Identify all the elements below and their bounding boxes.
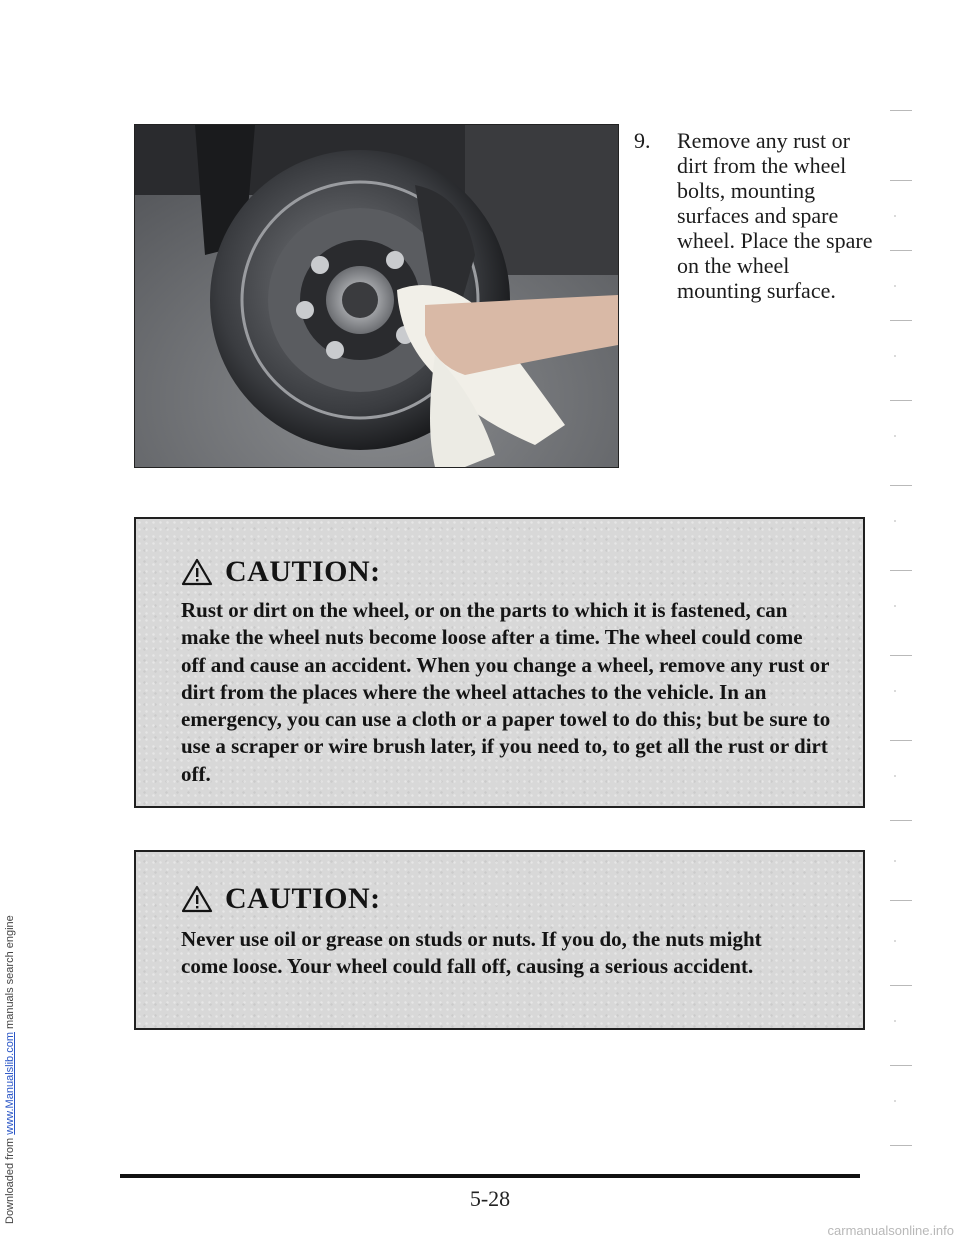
edge-mark [894,520,896,522]
warning-triangle-icon [181,558,213,586]
step-9 [634,128,874,303]
edge-mark [894,940,896,942]
warning-triangle-icon [181,885,213,913]
wheel-cleaning-photo [134,124,619,468]
edge-mark [894,1020,896,1022]
edge-mark [890,985,912,986]
footer-rule [120,1174,860,1178]
edge-mark [894,605,896,607]
edge-mark [890,400,912,401]
page-edge-marks [880,100,950,1170]
edge-mark [894,435,896,437]
edge-mark [894,690,896,692]
edge-mark [890,655,912,656]
edge-mark [890,485,912,486]
edge-mark [894,215,896,217]
footer-watermark: carmanualsonline.info [827,1223,954,1238]
side-watermark [1,24,19,1224]
edge-mark [894,285,896,287]
edge-mark [890,1065,912,1066]
caution-title: CAUTION: [225,882,381,915]
edge-mark [894,860,896,862]
manualslib-link[interactable]: www.Manualslib.com [4,1032,16,1135]
edge-mark [890,570,912,571]
step-text: Remove any rust or dirt from the wheel bolts, mounting surfaces and spare wheel. Place the spare on the wheel mounting surface. [677,128,873,303]
edge-mark [894,355,896,357]
edge-mark [894,775,896,777]
page-number: 5-28 [469,1186,511,1211]
edge-mark [890,250,912,251]
edge-mark [890,110,912,111]
edge-mark [890,820,912,821]
edge-mark [890,180,912,181]
edge-mark [890,900,912,901]
wheel-cleaning-illustration [135,125,618,467]
step-number: 9. [634,128,651,153]
caution-body: Never use oil or grease on studs or nuts. If you do, the nuts might come loose. Your wheel could fall off, causing a serious accident. [181,927,762,979]
edge-mark [890,1145,912,1146]
watermark-suffix: manuals search engine [4,915,16,1033]
watermark-prefix: Downloaded from [4,1134,16,1224]
caution-box-oil [134,850,865,1030]
caution-title: CAUTION: [225,555,381,588]
edge-mark [890,740,912,741]
caution-header [181,555,381,589]
caution-body: Rust or dirt on the wheel, or on the parts to which it is fastened, can make the wheel nuts become loose after a time. The wheel could come off and cause an accident. When you change a wheel, remove any rust or dirt from the places where the wheel attaches to the vehicle. In an emergency, you can use a cloth or a paper towel to do this; but be sure to use a scraper or wire brush later, if you need to, to get all the rust or dirt off. [181,598,831,786]
caution-box-rust [134,517,865,808]
edge-mark [894,1100,896,1102]
edge-mark [890,320,912,321]
caution-header [181,882,381,916]
